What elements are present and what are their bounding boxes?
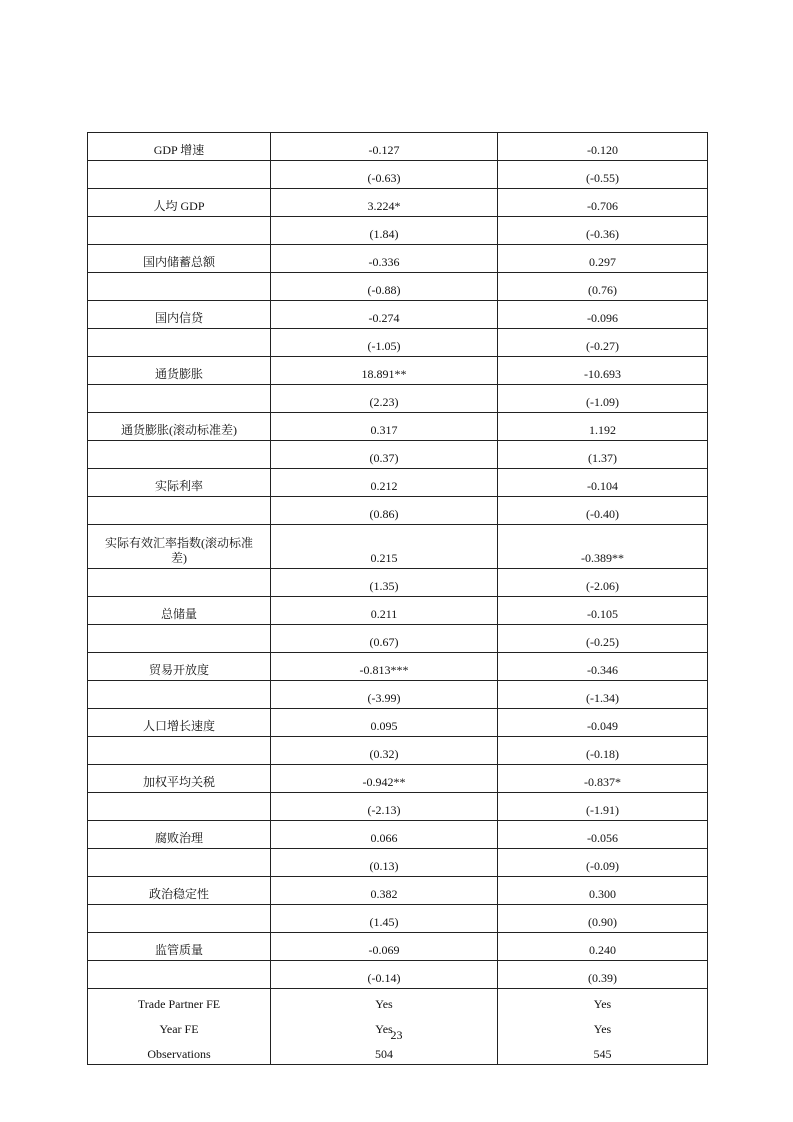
model-1-value-cell: Yes: [271, 1014, 498, 1039]
model-1-value-cell: 0.211: [271, 597, 498, 625]
table-row-tstat: [88, 737, 708, 765]
model-1-value-cell: (0.37): [271, 441, 498, 469]
table-row-tstat: [88, 329, 708, 357]
variable-label-cell: [88, 905, 271, 933]
table-row-tstat: [88, 793, 708, 821]
variable-label-cell: 加权平均关税: [88, 765, 271, 793]
table-row: [88, 413, 708, 441]
table-row: [88, 821, 708, 849]
model-1-value-cell: (-0.63): [271, 161, 498, 189]
variable-label-cell: [88, 793, 271, 821]
model-1-value-cell: (1.35): [271, 569, 498, 597]
variable-label-cell: [88, 625, 271, 653]
model-2-value-cell: -0.105: [498, 597, 708, 625]
model-2-value-cell: (-0.25): [498, 625, 708, 653]
table-row-tstat: [88, 441, 708, 469]
variable-label-cell: GDP 增速: [88, 133, 271, 161]
regression-table: [87, 132, 708, 1065]
variable-label-cell: [88, 273, 271, 301]
table-row: [88, 765, 708, 793]
model-2-value-cell: 0.297: [498, 245, 708, 273]
table-row: [88, 525, 708, 569]
variable-label-cell: [88, 329, 271, 357]
variable-label-cell: 人口增长速度: [88, 709, 271, 737]
table-row-tstat: [88, 961, 708, 989]
model-2-value-cell: Yes: [498, 989, 708, 1015]
model-1-value-cell: 0.317: [271, 413, 498, 441]
model-2-value-cell: (-0.27): [498, 329, 708, 357]
model-1-value-cell: (-1.05): [271, 329, 498, 357]
model-2-value-cell: (-1.91): [498, 793, 708, 821]
model-2-value-cell: (1.37): [498, 441, 708, 469]
table-row-tstat: [88, 905, 708, 933]
page-number: 23: [390, 1028, 403, 1042]
variable-label-cell: [88, 681, 271, 709]
variable-label-cell: Trade Partner FE: [88, 989, 271, 1015]
table-row: [88, 189, 708, 217]
model-2-value-cell: (-0.09): [498, 849, 708, 877]
variable-label-cell: 政治稳定性: [88, 877, 271, 905]
variable-label-cell: [88, 217, 271, 245]
variable-label-cell: Observations: [88, 1039, 271, 1065]
model-2-value-cell: -0.120: [498, 133, 708, 161]
table-row-tstat: [88, 273, 708, 301]
variable-label-cell: 实际有效汇率指数(滚动标准差): [88, 525, 271, 569]
model-1-value-cell: (2.23): [271, 385, 498, 413]
variable-label-cell: [88, 161, 271, 189]
model-1-value-cell: (0.67): [271, 625, 498, 653]
model-2-value-cell: -0.706: [498, 189, 708, 217]
table-row: [88, 597, 708, 625]
model-2-value-cell: (0.39): [498, 961, 708, 989]
table-row-tstat: [88, 161, 708, 189]
model-2-value-cell: Yes: [498, 1014, 708, 1039]
model-1-value-cell: (-3.99): [271, 681, 498, 709]
model-1-value-cell: -0.069: [271, 933, 498, 961]
table-row: [88, 989, 708, 1015]
model-2-value-cell: -0.104: [498, 469, 708, 497]
variable-label-cell: 通货膨胀: [88, 357, 271, 385]
model-1-value-cell: 0.382: [271, 877, 498, 905]
model-1-value-cell: -0.942**: [271, 765, 498, 793]
model-2-value-cell: (-1.09): [498, 385, 708, 413]
model-2-value-cell: -0.096: [498, 301, 708, 329]
table-row-tstat: [88, 497, 708, 525]
table-row: [88, 933, 708, 961]
model-1-value-cell: -0.127: [271, 133, 498, 161]
variable-label-cell: [88, 497, 271, 525]
table-row-tstat: [88, 217, 708, 245]
variable-label-cell: 总储量: [88, 597, 271, 625]
model-2-value-cell: (-0.55): [498, 161, 708, 189]
table-row: [88, 653, 708, 681]
variable-label-cell: 人均 GDP: [88, 189, 271, 217]
model-2-value-cell: (-0.40): [498, 497, 708, 525]
model-2-value-cell: (-1.34): [498, 681, 708, 709]
model-2-value-cell: (0.76): [498, 273, 708, 301]
variable-label-cell: [88, 849, 271, 877]
model-2-value-cell: 0.240: [498, 933, 708, 961]
variable-label-cell: [88, 385, 271, 413]
model-2-value-cell: (-0.36): [498, 217, 708, 245]
model-1-value-cell: 3.224*: [271, 189, 498, 217]
model-2-value-cell: 0.300: [498, 877, 708, 905]
table-row: [88, 133, 708, 161]
table-row-tstat: [88, 625, 708, 653]
model-2-value-cell: 545: [498, 1039, 708, 1065]
model-1-value-cell: (-0.14): [271, 961, 498, 989]
table-row: [88, 301, 708, 329]
model-2-value-cell: -0.056: [498, 821, 708, 849]
variable-label-cell: Year FE: [88, 1014, 271, 1039]
regression-table-body: [88, 133, 708, 1065]
variable-label-cell: [88, 441, 271, 469]
model-2-value-cell: -0.049: [498, 709, 708, 737]
model-1-value-cell: (0.32): [271, 737, 498, 765]
model-1-value-cell: 504: [271, 1039, 498, 1065]
variable-label-cell: 腐败治理: [88, 821, 271, 849]
variable-label-cell: 监管质量: [88, 933, 271, 961]
model-1-value-cell: -0.336: [271, 245, 498, 273]
model-1-value-cell: 18.891**: [271, 357, 498, 385]
model-1-value-cell: (1.45): [271, 905, 498, 933]
model-1-value-cell: 0.212: [271, 469, 498, 497]
model-2-value-cell: -0.389**: [498, 525, 708, 569]
table-row: [88, 245, 708, 273]
table-row: [88, 357, 708, 385]
model-1-value-cell: (1.84): [271, 217, 498, 245]
model-1-value-cell: (-2.13): [271, 793, 498, 821]
variable-label-cell: [88, 569, 271, 597]
model-1-value-cell: (0.86): [271, 497, 498, 525]
variable-label-cell: 国内储蓄总额: [88, 245, 271, 273]
model-2-value-cell: (0.90): [498, 905, 708, 933]
table-row-tstat: [88, 569, 708, 597]
model-1-value-cell: -0.274: [271, 301, 498, 329]
variable-label-cell: 贸易开放度: [88, 653, 271, 681]
model-1-value-cell: 0.095: [271, 709, 498, 737]
model-1-value-cell: 0.066: [271, 821, 498, 849]
model-1-value-cell: (0.13): [271, 849, 498, 877]
model-2-value-cell: -10.693: [498, 357, 708, 385]
model-2-value-cell: (-0.18): [498, 737, 708, 765]
table-row-tstat: [88, 385, 708, 413]
table-row-tstat: [88, 681, 708, 709]
model-2-value-cell: -0.346: [498, 653, 708, 681]
model-2-value-cell: 1.192: [498, 413, 708, 441]
variable-label-cell: [88, 961, 271, 989]
variable-label-cell: 通货膨胀(滚动标准差): [88, 413, 271, 441]
model-1-value-cell: Yes: [271, 989, 498, 1015]
table-row: [88, 469, 708, 497]
table-row: [88, 709, 708, 737]
model-1-value-cell: 0.215: [271, 525, 498, 569]
variable-label-cell: 实际利率: [88, 469, 271, 497]
model-1-value-cell: -0.813***: [271, 653, 498, 681]
variable-label-cell: 国内信贷: [88, 301, 271, 329]
model-2-value-cell: (-2.06): [498, 569, 708, 597]
table-row: [88, 877, 708, 905]
table-row-tstat: [88, 849, 708, 877]
variable-label-cell: [88, 737, 271, 765]
model-2-value-cell: -0.837*: [498, 765, 708, 793]
model-1-value-cell: (-0.88): [271, 273, 498, 301]
